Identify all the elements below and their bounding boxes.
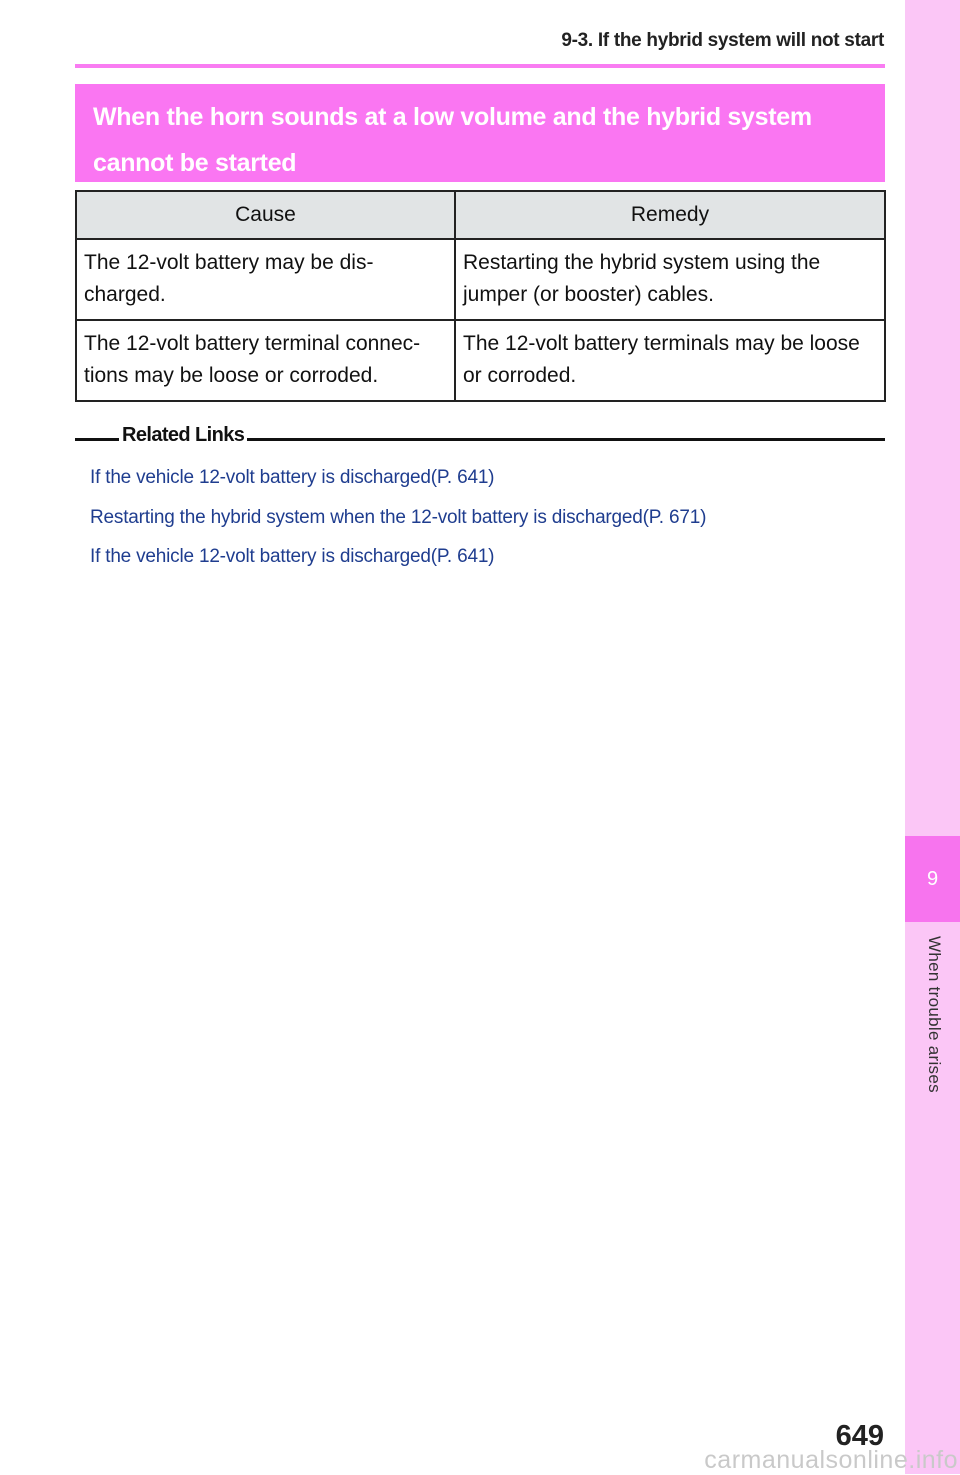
chapter-number-tab[interactable]: 9 bbox=[905, 836, 960, 922]
related-link-battery-discharged[interactable]: If the vehicle 12-volt battery is discharged(P. 641) bbox=[90, 467, 495, 488]
related-links-list bbox=[90, 464, 706, 583]
header-divider bbox=[75, 64, 885, 68]
page-number: 649 bbox=[835, 1420, 884, 1452]
watermark: carmanualsonline.info bbox=[704, 1446, 958, 1474]
section-heading: When the horn sounds at a low volume and the hybrid system cannot be started bbox=[75, 84, 885, 182]
heading-rule-right bbox=[245, 438, 885, 441]
chapter-title: When trouble arises bbox=[925, 936, 944, 1093]
chapter-sidebar bbox=[905, 0, 960, 1474]
column-header-remedy: Remedy bbox=[455, 191, 885, 239]
related-links-title: Related Links bbox=[119, 424, 247, 447]
cause-remedy-table bbox=[75, 190, 886, 402]
table-row bbox=[76, 320, 885, 401]
heading-rule-left bbox=[75, 438, 119, 441]
column-header-cause: Cause bbox=[76, 191, 455, 239]
table-header-row bbox=[76, 191, 885, 239]
cause-cell: The 12-volt battery terminal connec-tions may be loose or corroded. bbox=[76, 320, 455, 401]
page-header-title: 9-3. If the hybrid system will not start bbox=[561, 30, 884, 51]
related-link-restarting-hybrid[interactable]: Restarting the hybrid system when the 12-volt battery is discharged(P. 671) bbox=[90, 506, 707, 528]
related-link-battery-discharged-2[interactable]: If the vehicle 12-volt battery is discharged(P. 641) bbox=[90, 546, 495, 567]
table-row bbox=[76, 239, 885, 320]
remedy-cell: Restarting the hybrid system using the jumper (or booster) cables. bbox=[455, 239, 885, 320]
related-links-heading bbox=[75, 424, 885, 454]
cause-cell: The 12-volt battery may be dis-charged. bbox=[76, 239, 455, 320]
remedy-cell: The 12-volt battery terminals may be loose or corroded. bbox=[455, 320, 885, 401]
